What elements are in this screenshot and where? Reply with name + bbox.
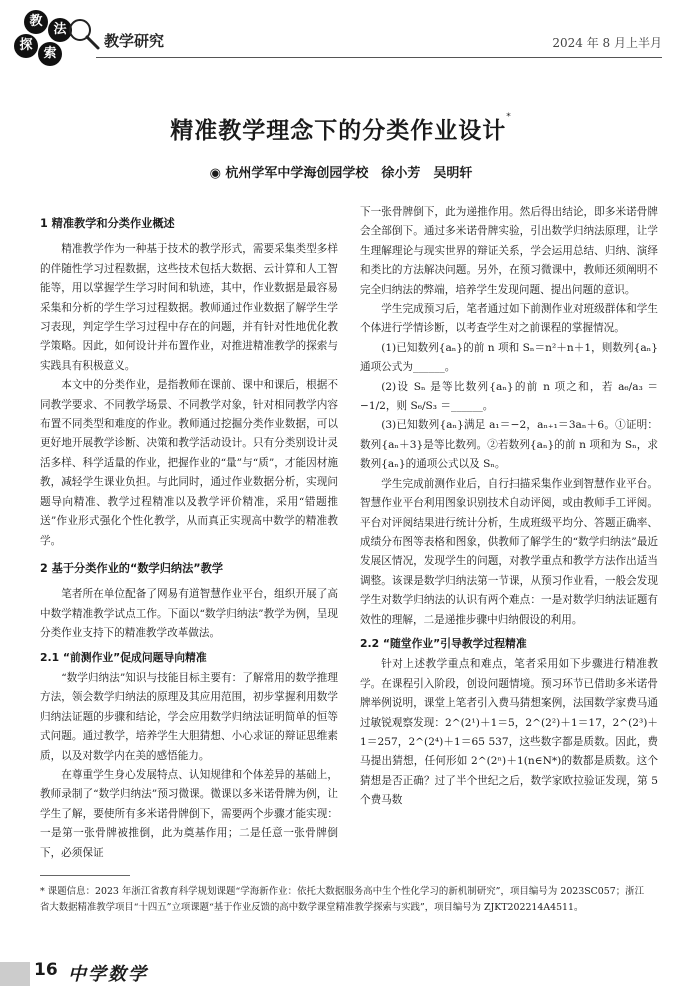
section-heading: 2 基于分类作业的“数学归纳法”教学 [40, 561, 224, 575]
page-header [0, 0, 682, 70]
badge-suo: 索 [38, 42, 62, 66]
magazine-logo: 中学数学 [68, 964, 148, 985]
article-title-text: 精准教学理念下的分类作业设计 [170, 118, 507, 144]
badge-jiao: 教 [24, 10, 48, 34]
paragraph: 本文中的分类作业，是指教师在课前、课中和课后，根据不同教学要求、不同教学场景、不同教学对象，针对相同教学内容布置不同类型和难度的作业。教师通过挖掘分类作业数据，可以更好地开展教学诊断、决策和教学活动设计。只有分类别设计灵活多样、科学适量的作业，把握作业的“量”与“质”，才能因材施教，减轻学生课业负担。与此同时，通过作业数据分析，实现问题导向精准、教学过程精准以及教学评价精准，采用“错题推送”作业形式强化个性化教学，从而真正实现高中数学的精准教学。 [40, 379, 338, 547]
paragraph: “数学归纳法”知识与技能目标主要有：了解常用的数学推理方法，领会数学归纳法的原理及其应用范围，初步掌握利用数学归纳法证题的步骤和结论，学会应用数学归纳法证明简单的恒等式问题。通过教学，培养学生大胆猜想、小心求证的辩证思维素质，以及对数学内在美的感悟能力。 [40, 671, 338, 762]
title-footnote-mark: * [506, 112, 512, 122]
footnote-divider [40, 875, 130, 876]
section-heading: 2.2 “随堂作业”引导教学过程精准 [360, 636, 527, 650]
header-divider [96, 57, 662, 58]
paragraph: 精准教学作为一种基于技术的教学形式，需要采集类型多样的伴随性学习过程数据，这些技术包括大数据、云计算和人工智能等，用以掌握学生学习时间和轨迹，其中，作业数据是最容易采集和分析的学生学习过程数据。教师通过作业数据了解学生学习表现，判定学生学习过程中存在的问题，并有针对性地优化教学策略。因此，如何设计并布置作业，对推进精准教学的探索与实践具有积极意义。 [40, 243, 338, 372]
badge-fa: 法 [48, 18, 72, 42]
issue-date: 2024 年 8 月上半月 [552, 36, 662, 50]
magnifier-icon [62, 14, 102, 54]
page-footer [0, 952, 682, 1000]
paragraph: 下一张骨牌倒下，此为递推作用。然后得出结论，即多米诺骨牌会全部倒下。通过多米诺骨牌实验，引出数学归纳法原理，让学生理解理论与现实世界的辩证关系，学会运用总结、归纳、演绎和类比的方法解决问题。另外，在预习微课中，教师还须阐明不完全归纳法的弊端，培养学生发现问题、提出问题的意识。 [360, 206, 658, 296]
article-title [0, 112, 682, 145]
paragraph: (2)设 Sₙ 是等比数列{aₙ}的前 n 项之和，若 a₆/a₃ ＝ −1/2，则 S₆/S₃ ＝______。 [360, 380, 658, 413]
section-title: 教学研究 [104, 32, 165, 50]
paragraph: 在尊重学生身心发展特点、认知规律和个体差异的基础上，教师录制了“数学归纳法”预习微课。微课以多米诺骨牌为例，让学生了解，要使所有多米诺骨牌倒下，需要两个步骤才能实现：一是第一张骨牌被推倒，此为奠基作用；二是任意一张骨牌倒下，必须保证 [40, 768, 338, 859]
section-heading: 1 精准教学和分类作业概述 [40, 217, 175, 230]
paragraph: (1)已知数列{aₙ}的前 n 项和 Sₙ＝n²＋n＋1，则数列{aₙ}通项公式为______。 [360, 341, 658, 374]
paragraph: (3)已知数列{aₙ}满足 a₁＝−2，aₙ₊₁＝3aₙ＋6。①证明：数列{aₙ＋3}是等比数列。②若数列{aₙ}的前 n 项和为 Sₙ，求数列{aₙ}的通项公式以及 Sₙ。 [360, 419, 658, 471]
paragraph: 学生完成预习后，笔者通过如下前测作业对班级群体和学生个体进行学情诊断，以考查学生对之前课程的掌握情况。 [360, 303, 658, 335]
page-number-bar [0, 962, 30, 986]
paragraph: 笔者所在单位配备了网易有道智慧作业平台，组织开展了高中数学精准教学试点工作。下面以“数学归纳法”教学为例，呈现分类作业支持下的精准教学改革做法。 [40, 588, 338, 640]
author-line: ◉ 杭州学军中学海创园学校 徐小芳 吴明轩 [209, 166, 473, 181]
right-column [360, 203, 658, 811]
footnote: * 课题信息：2023 年浙江省教育科学规划课题“学海新作业：依托大数据服务高中生个性化学习的新机制研究”，项目编号为 2023SC057；浙江省大数据精准教学项目“十四五”立项课题“基于作业反馈的高中数学课堂精准教学探索与实践”，项目编号为 ZJKT202214A4511。 [40, 886, 644, 913]
left-column [40, 206, 338, 863]
badge-tan: 探 [14, 34, 38, 58]
paragraph: 针对上述教学重点和难点，笔者采用如下步骤进行精准教学。在课程引入阶段，创设问题情境。预习环节已借助多米诺骨牌举例说明，课堂上笔者引入费马猜想案例，法国数学家费马通过敏锐观察发现：2^(2¹)＋1＝5，2^(2²)＋1＝17，2^(2³)＋1＝257，2^(2⁴)＋1＝65 537，这些数字都是质数。因此，费马提出猜想，任何形如 2^(2ⁿ)＋1(n∈N*)的数都是质数。这个猜想是否正确？过了半个世纪之后，数学家欧拉验证发现，第 5 个费马数 [360, 658, 658, 807]
paragraph: 学生完成前测作业后，自行扫描采集作业到智慧作业平台。智慧作业平台利用图象识别技术自动评阅，或由教师手工评阅。平台对评阅结果进行统计分析，生成班级平均分、答题正确率、成绩分布图等表格和图象，供教师了解学生的“数学归纳法”最近发展区情况，发现学生的问题，对教学重点和教学方法作出适当调整。该课是数学归纳法第一节课，从预习作业看，一般会发现学生对数学归纳法的认识有两个难点：一是对数学归纳法证题有效性的理解，二是递推步骤中归纳假设的利用。 [360, 477, 658, 626]
page-number: 16 [34, 960, 58, 980]
section-heading: 2.1 “前测作业”促成问题导向精准 [40, 650, 207, 664]
